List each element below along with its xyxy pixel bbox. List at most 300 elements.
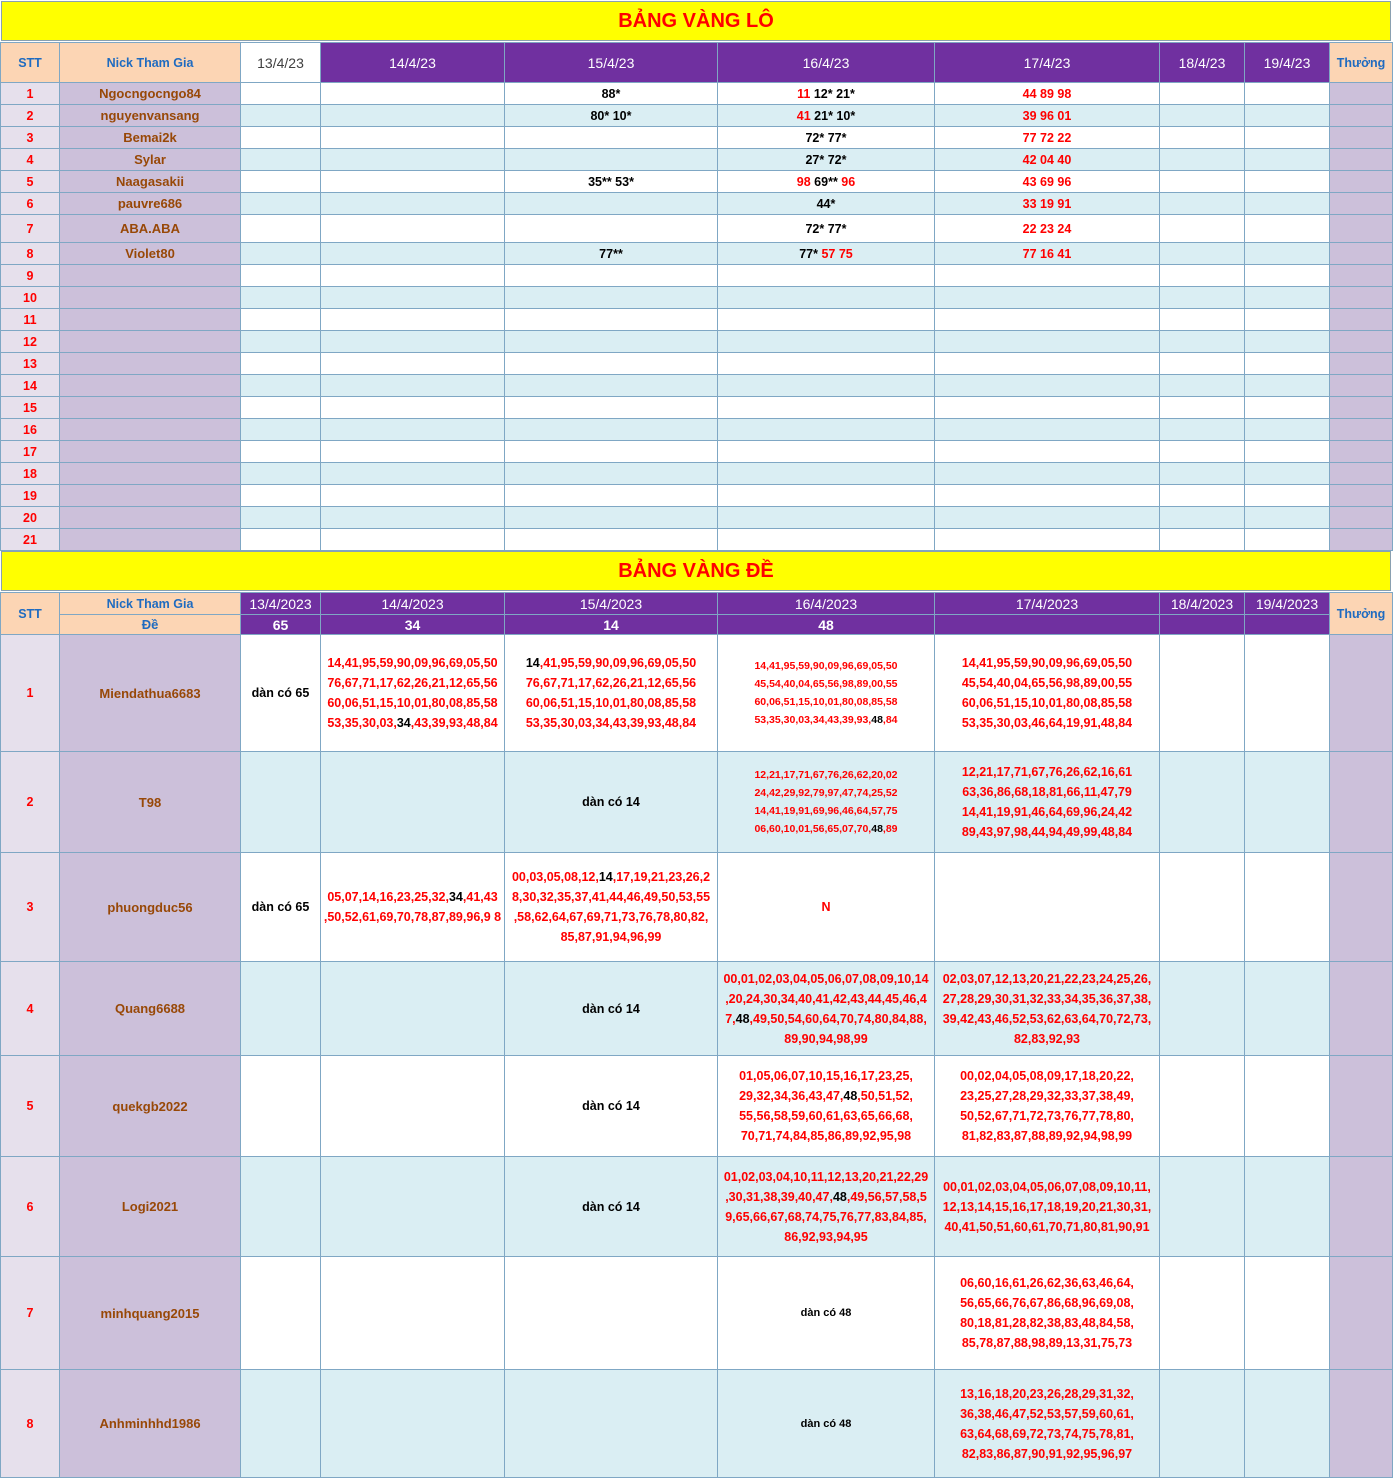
de-pick-cell xyxy=(935,635,1160,752)
lo-pick-cell xyxy=(718,507,935,529)
thuong-cell xyxy=(1330,331,1393,353)
pick-text: 12,21,17,71,67,76,26,62,20,02 24,42,29,92,79,97,47,74,25,52 14,41,19,91,69,96,46,64,57,75 06,60,10,01,56,65,07,70, xyxy=(754,769,898,835)
lo-table-row xyxy=(1,243,1393,265)
lo-pick-cell xyxy=(505,485,718,507)
de-result: 34 xyxy=(321,615,505,635)
pick-text: 77** xyxy=(599,246,623,261)
de-pick-cell xyxy=(241,1056,321,1157)
lo-table-row xyxy=(1,463,1393,485)
thuong-header: Thưởng xyxy=(1330,43,1393,83)
de-number-list xyxy=(718,1167,934,1247)
lo-table-row xyxy=(1,485,1393,507)
lo-pick-cell xyxy=(1245,215,1330,243)
lo-pick-cell xyxy=(1160,397,1245,419)
lo-pick-cell xyxy=(718,331,935,353)
date-header: 15/4/2023 xyxy=(505,593,718,615)
lo-pick-cell xyxy=(718,193,935,215)
pick-text: dàn có 65 xyxy=(251,686,310,700)
lo-table-row xyxy=(1,507,1393,529)
lo-pick-cell xyxy=(321,507,505,529)
lo-pick-cell xyxy=(718,171,935,193)
lo-pick-cell xyxy=(1160,193,1245,215)
lo-pick-cell xyxy=(1245,441,1330,463)
pick-text: 57 75 xyxy=(818,246,853,261)
lo-pick-cell xyxy=(718,441,935,463)
lo-pick-cell xyxy=(241,529,321,551)
nick-cell: Sylar xyxy=(60,149,241,171)
lo-pick-cell xyxy=(935,419,1160,441)
de-table-row xyxy=(1,1157,1393,1257)
lo-pick-cell xyxy=(935,529,1160,551)
lo-pick-cell xyxy=(505,243,718,265)
pick-text: 02,03,07,12,13,20,21,22,23,24,25,26, 27,28,29,30,31,32,33,34,35,36,37,38, 39,42,43,46,52,53,62,63,64,70,72,73, 82,83,92,93 xyxy=(942,971,1152,1046)
pick-text: 77 72 22 xyxy=(1022,130,1072,145)
lo-pick-cell xyxy=(1160,353,1245,375)
nick-cell xyxy=(60,441,241,463)
nick-cell: minhquang2015 xyxy=(60,1257,241,1370)
lo-pick-cell xyxy=(935,397,1160,419)
lo-pick-cell xyxy=(505,375,718,397)
de-pick-cell xyxy=(505,1370,718,1478)
pick-text: 48 xyxy=(735,1011,750,1026)
pick-text: 01,02,03,04,10,11,12,13,20,21,22,29 ,30,31,38,39,40,47, xyxy=(723,1169,929,1204)
pick-text: 14 xyxy=(598,870,613,884)
date-header: 15/4/23 xyxy=(505,43,718,83)
nick-header: Nick Tham Gia xyxy=(60,593,241,615)
de-result xyxy=(1245,615,1330,635)
de-pick-cell xyxy=(1245,1056,1330,1157)
stt-cell: 15 xyxy=(1,397,60,419)
lo-pick-cell xyxy=(718,375,935,397)
lo-pick-cell xyxy=(241,309,321,331)
pick-text: 96 xyxy=(841,174,856,189)
thuong-cell xyxy=(1330,309,1393,331)
pick-text: 14,41,95,59,90,09,96,69,05,50 45,54,40,04,65,56,98,89,00,55 60,06,51,15,10,01,80,08,85,58 53,35,30,03,34,43,39,93, xyxy=(754,660,898,726)
lo-pick-cell xyxy=(1245,265,1330,287)
de-number-list xyxy=(241,897,320,917)
lo-pick-cell xyxy=(935,105,1160,127)
thuong-cell xyxy=(1330,1370,1393,1478)
lo-table-row xyxy=(1,127,1393,149)
pick-text: 00,01,02,03,04,05,06,07,08,09,10,11, 12,13,14,15,16,17,18,19,20,21,30,31, 40,41,50,51,60,61,70,71,80,81,90,91 xyxy=(942,1179,1152,1234)
lo-pick-cell xyxy=(241,105,321,127)
stt-cell: 3 xyxy=(1,853,60,962)
lo-pick-cell xyxy=(718,419,935,441)
lo-pick-cell xyxy=(1160,463,1245,485)
de-pick-cell xyxy=(1245,635,1330,752)
lo-pick-cell xyxy=(321,287,505,309)
lo-pick-cell xyxy=(1160,149,1245,171)
nick-cell xyxy=(60,287,241,309)
lo-pick-cell xyxy=(505,105,718,127)
thuong-cell xyxy=(1330,287,1393,309)
de-pick-cell xyxy=(241,853,321,962)
de-number-list xyxy=(505,792,717,812)
de-pick-cell xyxy=(1245,752,1330,853)
lo-pick-cell xyxy=(505,397,718,419)
de-number-list xyxy=(718,1414,934,1434)
de-table xyxy=(0,592,1393,1478)
lo-pick-cell xyxy=(1160,171,1245,193)
pick-text: dàn có 48 xyxy=(800,1307,852,1319)
pick-text: 77* xyxy=(799,246,818,261)
lo-pick-cell xyxy=(505,193,718,215)
thuong-cell xyxy=(1330,1257,1393,1370)
stt-cell: 12 xyxy=(1,331,60,353)
de-pick-cell xyxy=(1160,1056,1245,1157)
de-pick-cell xyxy=(241,635,321,752)
stt-cell: 8 xyxy=(1,243,60,265)
lo-pick-cell xyxy=(1245,353,1330,375)
lo-table-row xyxy=(1,529,1393,551)
lo-pick-cell xyxy=(1245,463,1330,485)
pick-text: 14,41,95,59,90,09,96,69,05,50 45,54,40,04,65,56,98,89,00,55 60,06,51,15,10,01,80,08,85,58 53,35,30,03,46,64,19,91,48,84 xyxy=(961,656,1133,730)
de-pick-cell xyxy=(718,635,935,752)
lo-pick-cell xyxy=(321,309,505,331)
stt-cell: 1 xyxy=(1,635,60,752)
nick-header: Nick Tham Gia xyxy=(60,43,241,83)
pick-text: 44 89 98 xyxy=(1022,86,1072,101)
lo-pick-cell xyxy=(718,243,935,265)
lo-table xyxy=(0,42,1393,551)
lo-pick-cell xyxy=(1160,215,1245,243)
lo-pick-cell xyxy=(241,397,321,419)
lo-pick-cell xyxy=(1245,309,1330,331)
lo-pick-cell xyxy=(505,171,718,193)
thuong-cell xyxy=(1330,83,1393,105)
lo-pick-cell xyxy=(935,193,1160,215)
stt-cell: 7 xyxy=(1,215,60,243)
lo-pick-cell xyxy=(241,375,321,397)
pick-text: ,49,50,54,60,64,70,74,80,84,88, 89,90,94,98,99 xyxy=(749,1011,927,1046)
thuong-cell xyxy=(1330,193,1393,215)
pick-text: dàn có 14 xyxy=(582,795,640,809)
lo-table-row xyxy=(1,375,1393,397)
stt-cell: 6 xyxy=(1,193,60,215)
de-pick-cell xyxy=(1160,635,1245,752)
de-result: 65 xyxy=(241,615,321,635)
lo-pick-cell xyxy=(241,243,321,265)
stt-cell: 16 xyxy=(1,419,60,441)
pick-text: 34 xyxy=(448,890,463,904)
pick-text: ,84 xyxy=(882,714,898,726)
pick-text: 00,02,04,05,08,09,17,18,20,22, 23,25,27,28,29,32,33,37,38,49, 50,52,67,71,72,73,76,77,78,80, 81,82,83,87,88,89,92,94,98,99 xyxy=(960,1069,1134,1143)
lo-pick-cell xyxy=(321,243,505,265)
thuong-cell xyxy=(1330,441,1393,463)
de-table-row xyxy=(1,635,1393,752)
nick-cell: Logi2021 xyxy=(60,1157,241,1257)
lo-table-row xyxy=(1,215,1393,243)
de-number-list xyxy=(935,969,1159,1049)
stt-cell: 7 xyxy=(1,1257,60,1370)
lo-table-row xyxy=(1,171,1393,193)
thuong-cell xyxy=(1330,1157,1393,1257)
lo-pick-cell xyxy=(505,331,718,353)
pick-text: 48 xyxy=(871,823,883,835)
lo-pick-cell xyxy=(1160,309,1245,331)
de-title: BẢNG VÀNG ĐỀ xyxy=(618,559,774,582)
de-pick-cell xyxy=(321,962,505,1056)
lo-table-row xyxy=(1,309,1393,331)
pick-text: 01,05,06,07,10,15,16,17,23,25, 29,32,34,36,43,47, xyxy=(739,1069,913,1103)
stt-cell: 21 xyxy=(1,529,60,551)
lo-pick-cell xyxy=(1160,105,1245,127)
lo-pick-cell xyxy=(1160,485,1245,507)
de-pick-cell xyxy=(241,1257,321,1370)
lo-pick-cell xyxy=(1245,485,1330,507)
nick-cell: ABA.ABA xyxy=(60,215,241,243)
lo-pick-cell xyxy=(321,331,505,353)
lo-pick-cell xyxy=(1245,105,1330,127)
pick-text: dàn có 14 xyxy=(582,1001,640,1016)
thuong-cell xyxy=(1330,635,1393,752)
de-pick-cell xyxy=(935,1157,1160,1257)
pick-text: 00,03,05,08,12, xyxy=(511,870,599,884)
stt-cell: 2 xyxy=(1,105,60,127)
de-header-row xyxy=(1,593,1393,615)
nick-cell xyxy=(60,529,241,551)
lo-pick-cell xyxy=(935,463,1160,485)
nick-cell: Bemai2k xyxy=(60,127,241,149)
stt-cell: 3 xyxy=(1,127,60,149)
thuong-cell xyxy=(1330,105,1393,127)
lo-pick-cell xyxy=(241,331,321,353)
lo-pick-cell xyxy=(935,149,1160,171)
pick-text: 42 04 40 xyxy=(1022,152,1072,167)
de-pick-cell xyxy=(935,1370,1160,1478)
pick-text: dàn có 14 xyxy=(582,1199,640,1214)
lo-table-row xyxy=(1,419,1393,441)
pick-text: 48 xyxy=(871,714,883,726)
pick-text: 21* 10* xyxy=(810,108,856,123)
de-pick-cell xyxy=(505,1056,718,1157)
de-number-list xyxy=(718,766,934,838)
pick-text: dàn có 14 xyxy=(582,1099,640,1113)
lo-pick-cell xyxy=(1160,243,1245,265)
nick-cell xyxy=(60,265,241,287)
de-result xyxy=(1160,615,1245,635)
lo-pick-cell xyxy=(935,441,1160,463)
lo-pick-cell xyxy=(718,353,935,375)
pick-text: 39 96 01 xyxy=(1022,108,1072,123)
lo-table-row xyxy=(1,331,1393,353)
de-pick-cell xyxy=(505,1257,718,1370)
de-number-list xyxy=(718,969,934,1049)
lo-pick-cell xyxy=(1245,193,1330,215)
de-pick-cell xyxy=(718,1257,935,1370)
thuong-cell xyxy=(1330,127,1393,149)
lo-pick-cell xyxy=(505,265,718,287)
date-header: 14/4/2023 xyxy=(321,593,505,615)
de-pick-cell xyxy=(505,853,718,962)
pick-text: ,17,19,21,23,26,2 8,30,32,35,37,41,44,46,49,50,53,55 ,58,62,64,67,69,71,73,76,78,80,82, 85,87,91,94,96,99 xyxy=(511,870,711,944)
nick-cell: Quang6688 xyxy=(60,962,241,1056)
de-number-list xyxy=(718,897,934,917)
lo-pick-cell xyxy=(505,287,718,309)
de-pick-cell xyxy=(1160,1370,1245,1478)
lo-pick-cell xyxy=(935,485,1160,507)
nick-cell: Ngocngocngo84 xyxy=(60,83,241,105)
thuong-cell xyxy=(1330,463,1393,485)
lo-pick-cell xyxy=(718,215,935,243)
pick-text: 44* xyxy=(816,196,836,211)
stt-cell: 2 xyxy=(1,752,60,853)
pick-text: 77 16 41 xyxy=(1022,246,1072,261)
lo-pick-cell xyxy=(1245,83,1330,105)
date-header: 18/4/23 xyxy=(1160,43,1245,83)
lo-pick-cell xyxy=(935,331,1160,353)
lo-pick-cell xyxy=(505,419,718,441)
nick-cell: Naagasakii xyxy=(60,171,241,193)
de-number-list xyxy=(935,1384,1159,1464)
lo-pick-cell xyxy=(505,215,718,243)
de-number-list xyxy=(718,1066,934,1146)
de-pick-cell xyxy=(935,1056,1160,1157)
pick-text: 27* 72* xyxy=(805,152,847,167)
de-title-banner xyxy=(1,551,1391,591)
de-result-row xyxy=(1,615,1393,635)
pick-text: 69** xyxy=(810,174,842,189)
thuong-cell xyxy=(1330,419,1393,441)
de-number-list xyxy=(935,1273,1159,1353)
nick-cell: Miendathua6683 xyxy=(60,635,241,752)
lo-table-row xyxy=(1,105,1393,127)
de-number-list xyxy=(505,1197,717,1217)
nick-cell: pauvre686 xyxy=(60,193,241,215)
lo-pick-cell xyxy=(241,193,321,215)
lo-pick-cell xyxy=(1160,441,1245,463)
lo-table-row xyxy=(1,441,1393,463)
pick-text: 12,21,17,71,67,76,26,62,16,61 63,36,86,68,18,81,66,11,47,79 14,41,19,91,46,64,69,96,24,42 89,43,97,98,44,94,49,99,48,84 xyxy=(961,765,1133,839)
lo-pick-cell xyxy=(241,463,321,485)
lo-pick-cell xyxy=(718,287,935,309)
thuong-cell xyxy=(1330,529,1393,551)
lo-pick-cell xyxy=(321,463,505,485)
de-pick-cell xyxy=(321,1370,505,1478)
date-header: 14/4/23 xyxy=(321,43,505,83)
date-header: 13/4/2023 xyxy=(241,593,321,615)
de-number-list xyxy=(935,653,1159,733)
stt-cell: 13 xyxy=(1,353,60,375)
lo-pick-cell xyxy=(1160,287,1245,309)
pick-text: 05,07,14,16,23,25,32, xyxy=(327,890,449,904)
stt-cell: 1 xyxy=(1,83,60,105)
lo-pick-cell xyxy=(321,485,505,507)
lo-pick-cell xyxy=(718,149,935,171)
lo-pick-cell xyxy=(935,375,1160,397)
stt-cell: 4 xyxy=(1,149,60,171)
pick-text: ,41,43 ,50,52,61,69,70,78,87,89,96,9 8 xyxy=(323,890,502,924)
pick-text: ,50,51,52, 55,56,58,59,60,61,63,65,66,68, 70,71,74,84,85,86,89,92,95,98 xyxy=(739,1089,913,1143)
pick-text: dàn có 65 xyxy=(251,900,310,914)
lo-pick-cell xyxy=(505,529,718,551)
nick-cell xyxy=(60,331,241,353)
de-label: Đề xyxy=(60,615,241,635)
lo-pick-cell xyxy=(321,419,505,441)
de-pick-cell xyxy=(505,635,718,752)
lo-table-row xyxy=(1,265,1393,287)
de-pick-cell xyxy=(1160,752,1245,853)
lo-pick-cell xyxy=(1245,397,1330,419)
de-pick-cell xyxy=(321,1257,505,1370)
de-pick-cell xyxy=(935,752,1160,853)
lo-pick-cell xyxy=(718,309,935,331)
thuong-cell xyxy=(1330,752,1393,853)
de-pick-cell xyxy=(1160,1157,1245,1257)
date-header: 17/4/23 xyxy=(935,43,1160,83)
lo-pick-cell xyxy=(1245,419,1330,441)
thuong-cell xyxy=(1330,375,1393,397)
lo-pick-cell xyxy=(1245,375,1330,397)
de-table-row xyxy=(1,1056,1393,1157)
lo-pick-cell xyxy=(321,353,505,375)
lo-pick-cell xyxy=(321,529,505,551)
de-number-list xyxy=(505,653,717,733)
stt-cell: 5 xyxy=(1,171,60,193)
de-table-row xyxy=(1,962,1393,1056)
de-table-row xyxy=(1,752,1393,853)
pick-text: 14,41,95,59,90,09,96,69,05,50 76,67,71,17,62,26,21,12,65,56 60,06,51,15,10,01,80,08,85,58 53,35,30,03, xyxy=(327,656,498,730)
de-pick-cell xyxy=(1245,1157,1330,1257)
lo-pick-cell xyxy=(1160,83,1245,105)
thuong-cell xyxy=(1330,215,1393,243)
date-header: 16/4/2023 xyxy=(718,593,935,615)
lo-pick-cell xyxy=(1160,265,1245,287)
lo-pick-cell xyxy=(718,105,935,127)
lo-pick-cell xyxy=(505,127,718,149)
lo-pick-cell xyxy=(718,529,935,551)
thuong-cell xyxy=(1330,962,1393,1056)
pick-text: 98 xyxy=(796,174,811,189)
lo-pick-cell xyxy=(321,441,505,463)
thuong-header: Thưởng xyxy=(1330,593,1393,635)
lo-pick-cell xyxy=(935,127,1160,149)
nick-cell xyxy=(60,463,241,485)
lo-pick-cell xyxy=(935,215,1160,243)
de-pick-cell xyxy=(1160,853,1245,962)
de-pick-cell xyxy=(1245,1257,1330,1370)
nick-cell xyxy=(60,507,241,529)
de-number-list xyxy=(935,762,1159,842)
lo-pick-cell xyxy=(321,193,505,215)
de-pick-cell xyxy=(241,752,321,853)
pick-text: ,49,56,57,58,5 9,65,66,67,68,74,75,76,77,83,84,85, 86,92,93,94,95 xyxy=(725,1189,927,1244)
lo-pick-cell xyxy=(241,127,321,149)
thuong-cell xyxy=(1330,171,1393,193)
lo-pick-cell xyxy=(718,397,935,419)
pick-text: 48 xyxy=(843,1089,858,1103)
de-number-list xyxy=(321,887,504,927)
de-number-list xyxy=(935,1177,1159,1237)
stt-cell: 18 xyxy=(1,463,60,485)
de-pick-cell xyxy=(718,1056,935,1157)
de-number-list xyxy=(505,1096,717,1116)
pick-text: 22 23 24 xyxy=(1022,221,1072,236)
de-number-list xyxy=(718,657,934,729)
de-number-list xyxy=(241,683,320,703)
lo-pick-cell xyxy=(935,171,1160,193)
date-header: 19/4/23 xyxy=(1245,43,1330,83)
lo-pick-cell xyxy=(321,265,505,287)
de-pick-cell xyxy=(935,962,1160,1056)
lo-table-row xyxy=(1,287,1393,309)
pick-text: N xyxy=(821,900,831,914)
stt-cell: 6 xyxy=(1,1157,60,1257)
pick-text: ,41,95,59,90,09,96,69,05,50 76,67,71,17,62,26,21,12,65,56 60,06,51,15,10,01,80,08,85,58 53,35,30,03,34,43,39,93,48,84 xyxy=(525,656,697,730)
de-pick-cell xyxy=(1245,962,1330,1056)
pick-text: 00,01,02,03,04,05,06,07,08,09,10,14 ,20,24,30,34,40,41,42,43,44,45,46,4 7, xyxy=(723,971,929,1026)
thuong-cell xyxy=(1330,853,1393,962)
